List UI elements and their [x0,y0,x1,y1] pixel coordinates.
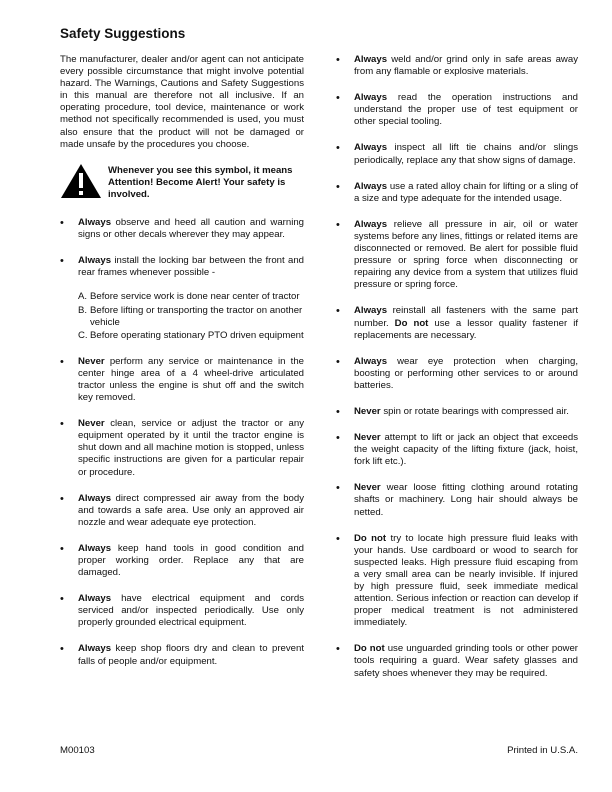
keyword: Always [354,218,388,230]
bullet-dot: • [336,218,340,231]
sub-list-item [78,305,304,329]
item-text: have electrical equipment and cords serviced and/or inspected periodically. Use only properly grounded electrical equipment. [78,593,304,629]
item-text: reinstall all fasteners with the same part number. [354,305,578,329]
list-item [336,482,578,518]
item-text: perform any service or maintenance in the center hinge area of a 4 wheel-drive articulated tractor unless the engine is shut off and the switch key removed. [78,355,304,404]
page-title: Safety Suggestions [60,26,186,41]
bullet-dot: • [60,492,64,505]
item-text: use a lessor quality fastener if replacements are necessary. [354,317,578,341]
bullet-dot: • [60,255,64,268]
list-item [336,305,578,341]
keyword: Always [78,542,112,554]
warning-callout [60,163,304,201]
item-text: attempt to lift or jack an object that exceeds the weight capacity of the lifting fixture (jack, hoist, fork lift etc.). [354,432,578,468]
item-text: read the operation instructions and understand the proper use of test equipment or other special tooling. [354,92,578,128]
keyword: Always [354,54,388,65]
bullet-dot: • [60,418,64,431]
item-text: spin or rotate bearings with compressed air. [380,405,569,417]
list-item [336,142,578,166]
list-item [336,181,578,205]
item-text: use a rated alloy chain for lifting or a sling of a size and type adequate for the intended usage. [354,180,578,204]
keyword: Always [78,492,112,504]
item-text: clean, service or adjust the tractor or any equipment operated by it until the tractor engine is shut down and all machine motion is stopped, unless specific instructions are given for a particular repair or procedure. [78,418,304,478]
keyword: Always [78,643,112,655]
sub-list-item [78,291,304,303]
list-item [336,643,578,679]
sub-letter: C. [78,329,88,341]
list-item [336,54,578,78]
right-column [336,54,578,694]
keyword: Always [354,142,388,154]
item-text: install the locking bar between the front and rear frames whenever possible - [78,255,304,279]
bullet-dot: • [336,92,340,105]
list-item [60,418,304,478]
keyword: Do not [354,643,385,655]
bullet-dot: • [60,643,64,656]
keyword: Always [354,92,388,104]
item-text: direct compressed air away from the body and towards a safe area. Use only an approved air nozzle and wear adequate eye protection. [78,492,304,528]
keyword: Never [78,418,105,430]
sub-text: Before service work is done near center of tractor [90,291,300,303]
list-item [60,493,304,529]
bullet-dot: • [60,355,64,368]
keyword: Never [78,355,105,367]
list-item [60,593,304,629]
sub-letter: A. [78,291,88,303]
item-text: relieve all pressure in air, oil or water systems before any lines, fittings or related items are disconnected or removed. Be alert for possible fluid pressure or spring force when disconnecting or repairing any device from a system that utilizes fluid pressure or spring force. [354,218,578,291]
item-text: wear eye protection when charging, boosting or performing other services to or around batteries. [354,355,578,391]
printed-in-note: Printed in U.S.A. [507,745,578,756]
bullet-dot: • [60,593,64,606]
list-item [336,432,578,468]
item-text: weld and/or grind only in safe areas away from any flamable or explosive materials. [354,54,578,78]
item-text: keep shop floors dry and clean to prevent falls of people and/or equipment. [78,643,304,667]
item-text: try to locate high pressure fluid leaks with your hands. Use cardboard or wood to search for suspected leaks. High pressure fluid escaping from a very small area can be nearly invisible. If injured by high pressure fluid, seek immediate medical attention. Serious infection or reaction can develop if proper medical treatment is not administered immediately. [354,532,578,629]
keyword: Do not [394,317,429,329]
bullet-dot: • [336,305,340,318]
list-item [336,533,578,630]
intro-paragraph: The manufacturer, dealer and/or agent can not anticipate every possible circumstance that might involve potential hazard. The Warnings, Cautions and Safety Suggestions in this manual are therefore not all inclusive. If an operating procedure, tool device, maintenance or work method not specifically recommended is used, you must also ensure that the product will not be damaged or made unsafe by the procedures you choose. [60,54,304,150]
sub-text: Before operating stationary PTO driven equipment [90,329,304,341]
bullet-dot: • [336,180,340,193]
list-item [336,92,578,128]
document-code: M00103 [60,745,95,756]
sub-list-item [78,330,304,342]
keyword: Do not [354,532,387,544]
left-column [60,54,304,682]
warning-text: Whenever you see this symbol, it means Attention! Become Alert! Your safety is involved. [108,164,293,200]
sub-letter: B. [78,304,88,316]
bullet-dot: • [336,405,340,418]
item-text: observe and heed all caution and warning signs or other decals wherever they may appear. [78,217,304,241]
bullet-dot: • [336,532,340,545]
list-item [60,217,304,241]
keyword: Never [354,482,381,494]
list-item [60,643,304,667]
bullet-dot: • [336,482,340,495]
bullet-dot: • [336,355,340,368]
keyword: Never [354,432,381,444]
keyword: Always [354,305,388,317]
list-item [60,356,304,404]
item-text: wear loose fitting clothing around rotating shafts or machinery. Long hair should always be netted. [354,482,578,518]
item-text: use unguarded grinding tools or other power tools requiring a guard. Wear safety glasses and safety shoes whenever they may be required. [354,643,579,679]
bullet-dot: • [336,643,340,656]
sub-text: Before lifting or transporting the tractor on another vehicle [90,304,303,328]
list-item [336,219,578,292]
item-text: keep hand tools in good condition and proper working order. Replace any that are damaged. [78,542,304,579]
list-item [336,406,578,418]
keyword: Always [78,217,112,229]
bullet-dot: • [336,54,340,66]
list-item [60,543,304,579]
keyword: Always [78,255,112,267]
list-item [60,255,304,342]
item-text: inspect all lift tie chains and/or slings periodically, replace any that show signs of damage. [354,142,578,166]
warning-triangle-icon [60,163,102,199]
keyword: Never [354,405,381,417]
keyword: Always [354,180,388,192]
bullet-dot: • [60,542,64,555]
bullet-dot: • [336,142,340,155]
keyword: Always [354,355,388,367]
list-item [336,356,578,392]
bullet-dot: • [336,432,340,445]
bullet-dot: • [60,217,64,230]
sub-list [78,291,304,341]
keyword: Always [78,593,112,605]
